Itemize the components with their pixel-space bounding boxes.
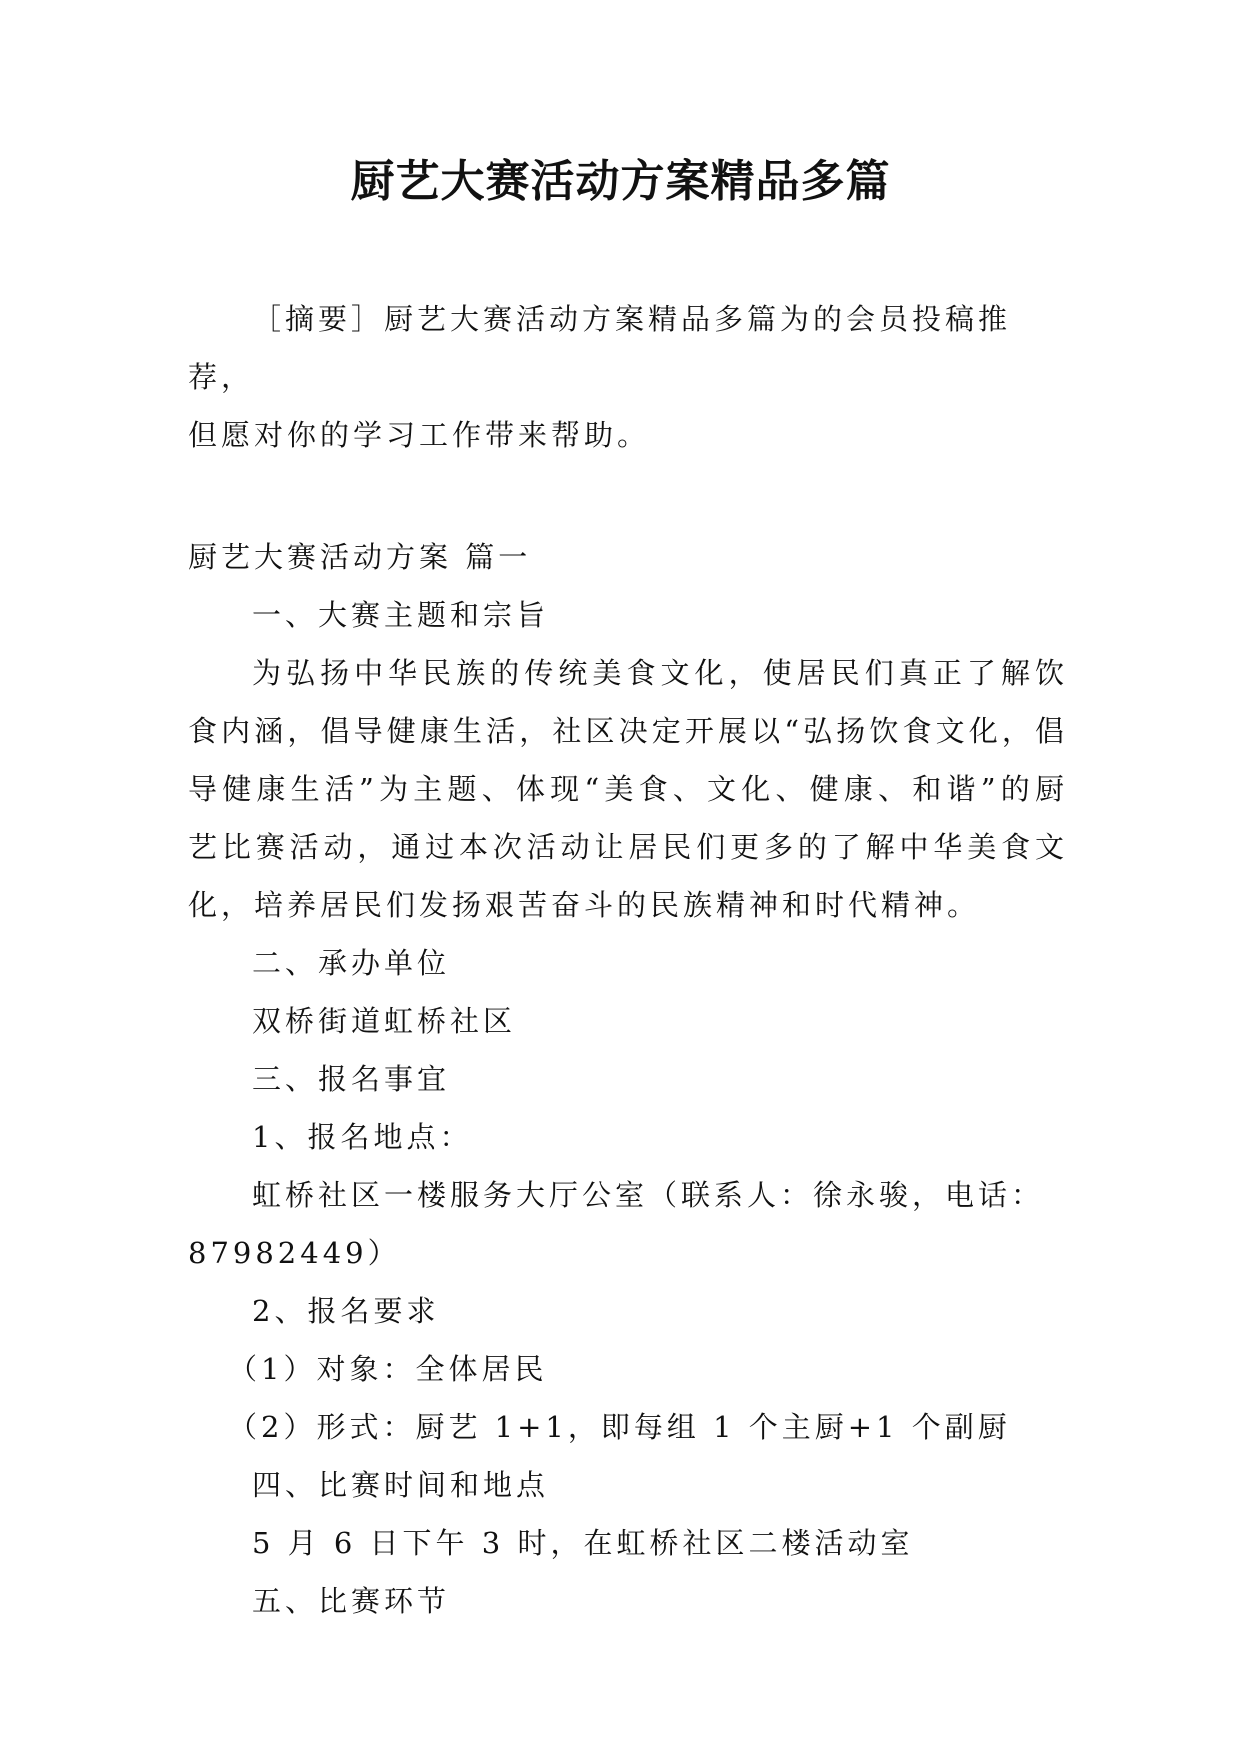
paragraph-time-place: 5 月 6 日下午 3 时，在虹桥社区二楼活动室 [252,1526,914,1560]
abstract-line-2: 但愿对你的学习工作带来帮助。 [188,418,651,452]
heading-time-place: 四、比赛时间和地点 [252,1468,550,1502]
spacer [188,464,1068,528]
item-format: （2）形式：厨艺 1+1，即每组 1 个主厨+1 个副厨 [228,1410,1011,1444]
section-heading: 厨艺大赛活动方案 篇一 [188,540,532,574]
document-title: 厨艺大赛活动方案精品多篇 [350,156,891,207]
item-participants: （1）对象：全体居民 [228,1352,548,1386]
heading-theme: 一、大赛主题和宗旨 [252,598,550,632]
paragraph-organizer: 双桥街道虹桥社区 [252,1004,517,1038]
item-registration-place: 1、报名地点： [252,1120,473,1154]
heading-competition-stages: 五、比赛环节 [252,1584,451,1618]
paragraph-theme: 为弘扬中华民族的传统美食文化，使居民们真正了解饮食内涵，倡导健康生活，社区决定开展以“弘扬饮食文化，倡导健康生活”为主题、体现“美食、文化、健康、和谐”的厨艺比赛活动，通过本次活动让居民们更多的了解中华美食文化，培养居民们发扬艰苦奋斗的民族精神和时代精神。 [188,656,1068,922]
heading-organizer: 二、承办单位 [252,946,451,980]
document-body [188,290,1068,1630]
paragraph-registration-place: 虹桥社区一楼服务大厅公室（联系人：徐永骏，电话：87982449） [188,1178,1045,1270]
heading-registration: 三、报名事宜 [252,1062,451,1096]
item-registration-requirements: 2、报名要求 [252,1294,440,1328]
abstract-line-1: ［摘要］厨艺大赛活动方案精品多篇为的会员投稿推荐， [188,302,1012,394]
